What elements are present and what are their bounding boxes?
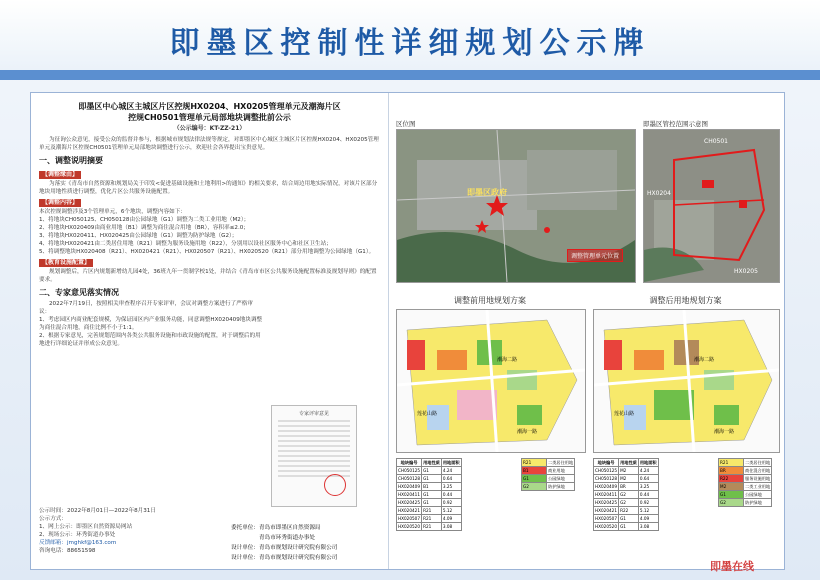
table-row — [397, 467, 462, 475]
table-cell: M2 — [619, 467, 639, 475]
legend-label: 公园绿地 — [744, 491, 772, 499]
table-cell: HX020520 — [398, 523, 421, 529]
public-period: 公示时间：2022年8月01日—2022年8月31日 — [39, 508, 156, 514]
tag-content: 【调整内容】 — [39, 199, 81, 207]
table-cell: 4.24 — [441, 467, 461, 475]
notice-title — [39, 101, 380, 123]
table-cell: CH050125 — [595, 467, 618, 473]
legend-item — [522, 483, 575, 491]
table-row — [397, 515, 462, 523]
range-map-label: 即墨区管控范围示意图 — [643, 120, 708, 128]
seal-icon — [324, 474, 346, 496]
legend-label: 防护绿地 — [744, 499, 772, 507]
tag-background: 【调整缘由】 — [39, 171, 81, 179]
table-header: 地块编号 — [397, 459, 422, 467]
table-cell: HX020425 — [595, 499, 618, 505]
legend-item — [719, 467, 772, 475]
table-cell: G2 — [619, 491, 639, 499]
legend-swatch: BR — [719, 467, 744, 475]
table-cell: 3.25 — [441, 483, 461, 491]
after-legend — [718, 458, 772, 507]
table-row — [594, 475, 659, 483]
road-label: 潮海二路 — [694, 357, 715, 363]
notice-number: （公示编号：KT-ZZ-21） — [173, 125, 246, 132]
road-label: 莲花山路 — [614, 411, 635, 417]
before-legend — [521, 458, 575, 491]
table-header: 用地面积 — [639, 459, 657, 465]
table-row — [397, 499, 462, 507]
legend-item — [719, 475, 772, 483]
table-cell: HX020507 — [398, 515, 421, 521]
table-cell: 4.09 — [441, 515, 461, 523]
sign-unit2: 青岛市环秀街道办事处 — [259, 535, 315, 541]
contact-email: 反馈邮箱：jmghkf@163.com — [39, 540, 117, 546]
table-row — [594, 507, 659, 515]
legend-item — [719, 483, 772, 491]
expert-intro: 2022年7月19日，按照相关审查程序召开专家评审，会议对调整方案进行了严格审议： — [39, 301, 253, 315]
sign-design: 设计单位：青岛市规划设计研究院有限公司 — [231, 545, 338, 551]
legend-item — [719, 459, 772, 467]
table-cell: G1 — [422, 475, 442, 483]
legend-swatch: R22 — [719, 475, 744, 483]
after-plan-map — [593, 309, 780, 453]
table-cell: 0.44 — [441, 491, 461, 499]
table-cell: M2 — [619, 475, 639, 483]
table-row — [594, 491, 659, 499]
table-cell: HX020409 — [595, 483, 618, 489]
legend-swatch: G2 — [719, 499, 744, 507]
legend-item — [719, 499, 772, 507]
table-cell: CH050125 — [398, 467, 421, 473]
table-cell: BR — [619, 483, 639, 491]
table-cell: CH050128 — [398, 475, 421, 481]
table-cell: 5.12 — [441, 507, 461, 515]
table-row — [594, 523, 659, 531]
legend-swatch: R21 — [719, 459, 744, 467]
table-cell: HX020411 — [398, 491, 421, 497]
section-title-expert: 二、专家意见落实情况 — [39, 288, 119, 297]
banner-band — [0, 70, 820, 80]
legend-label: 服务设施用地 — [745, 475, 771, 481]
table-cell: 4.24 — [638, 467, 658, 475]
table-cell: G1 — [619, 515, 639, 523]
table-cell: HX020425 — [398, 499, 421, 505]
table-row — [397, 507, 462, 515]
legend-label: 公园绿地 — [547, 475, 575, 483]
legend-label: 二类居住用地 — [548, 459, 574, 465]
before-plan-map — [396, 309, 586, 453]
table-header: 地块编号 — [594, 459, 619, 467]
range-unit-hx0205: HX0205 — [734, 268, 758, 275]
legend-label: 二类居住用地 — [745, 459, 771, 465]
location-map — [396, 129, 636, 283]
table-cell: HX020421 — [595, 507, 618, 513]
content-item: 2、将地块HX020409由商业用地（B1）调整为商住混合用地（BR），容积率≤2.0； — [39, 225, 249, 231]
table-cell: HX020507 — [595, 515, 618, 521]
table-cell: CH050128 — [595, 475, 618, 481]
table-row — [594, 483, 659, 491]
notice-intro: 为征询公众意见，接受公众的监督并参与，根据城市规划法律法规等规定，对即墨区中心城区主城区片区控规HX0204、HX0205管理单元及潮海片区控规CH0501管理单元局部地块调整进行公示，欢迎社会各界提出宝贵意见。 — [39, 137, 379, 151]
after-plot-table — [593, 458, 659, 531]
public-text: 规划调整后，片区内规划新增幼儿园4处，36班九年一贯制学校1处，并结合《青岛市市区公共服务设施配置标准及规划导则》的配置要求。 — [39, 269, 377, 283]
legend-swatch: M2 — [719, 483, 744, 491]
watermark: 即墨在线 — [710, 560, 754, 573]
notice-board — [30, 92, 785, 570]
table-cell: 0.44 — [638, 491, 658, 499]
table-header: 用地面积 — [442, 459, 460, 465]
expert-doc-title: 专家评审意见 — [298, 411, 329, 417]
legend-label: 防护绿地 — [547, 483, 575, 491]
expert-item: 1、考虑园区内商业配套规模，为保证园区内产业服务功能，同意调整HX020409地块调整为商住混合用地，商住比例不小于1:1。 — [39, 317, 263, 331]
notice-title-line1: 即墨区中心城区主城区片区控规HX0204、HX0205管理单元及潮海片区 — [78, 102, 341, 111]
legend-swatch: G2 — [522, 483, 547, 491]
sign-unit1: 委托单位：青岛市即墨区自然资源局 — [231, 525, 321, 531]
road-label: 潮海一路 — [517, 429, 538, 435]
table-cell: B1 — [422, 483, 442, 491]
table-row — [397, 491, 462, 499]
expert-item: 2、根据专家意见，完善规划范围内各类公共服务设施和市政设施的配置，对于调整后的用地进行详细论证并形成公众意见。 — [39, 333, 261, 347]
legend-label: 商住混合用地 — [745, 467, 771, 473]
table-header: 用地性质 — [620, 459, 637, 465]
table-cell: HX020409 — [398, 483, 421, 489]
banner — [0, 0, 820, 80]
table-cell: G1 — [422, 499, 442, 507]
content-item: 5、将调整地块HX020408（R21）、HX020421（R21）、HX020507（R21）、HX020520（R21）部分用地调整为公园绿地（G1）。 — [39, 249, 375, 255]
table-cell: HX020411 — [595, 491, 618, 497]
table-cell: 3.08 — [638, 523, 658, 531]
signature-block — [231, 523, 381, 563]
road-label: 潮海二路 — [497, 357, 518, 363]
legend-swatch: G1 — [719, 491, 744, 499]
table-cell: R21 — [422, 515, 442, 523]
content-item: 1、将地块CH050125、CH050128由公园绿地（G1）调整为二类工业用地（M2）； — [39, 217, 250, 223]
content-item: 3、将地块HX020411、HX020425由公园绿地（G1）调整为防护绿地（G2）； — [39, 233, 238, 239]
expert-review-document — [271, 405, 357, 507]
public-method-site: 2、现场公示：环秀街道办事处 — [39, 532, 116, 538]
legend-label: 商业用地 — [547, 467, 575, 475]
tag-public: 【教育设施配置】 — [39, 259, 93, 267]
table-row — [397, 523, 462, 531]
legend-item — [719, 491, 772, 499]
sign-design2: 设计单位：青岛市规划设计研究院有限公司 — [231, 555, 338, 561]
section-title-summary: 一、调整说明摘要 — [39, 156, 103, 165]
table-cell: 3.08 — [441, 523, 461, 531]
background-text: 为落实《青岛市自然资源和规划局关于印发<促进基础设施和土地利用>的通知》的相关要求，结合周边用地实际情况，对该片区部分地块用地性质进行调整，优化片区公共服务设施配置。 — [39, 181, 378, 195]
legend-swatch: R21 — [522, 459, 547, 467]
content-item: 本次控规调整涉及3个管理单元，6个地块，调整内容如下： — [39, 209, 186, 215]
contact-phone: 咨询电话：88651598 — [39, 548, 96, 554]
table-cell: 4.09 — [638, 515, 658, 523]
road-label: 莲花山路 — [417, 411, 438, 417]
table-cell: 0.64 — [441, 475, 461, 483]
range-unit-ch0501: CH0501 — [704, 138, 728, 145]
table-cell: G1 — [422, 467, 442, 475]
table-cell: 3.25 — [638, 483, 658, 491]
table-row — [397, 483, 462, 491]
table-cell: R22 — [619, 507, 639, 515]
table-cell: 5.12 — [638, 507, 658, 515]
table-cell: 0.64 — [638, 475, 658, 483]
legend-label: 二类工业用地 — [745, 483, 771, 489]
public-method-title: 公示方式： — [39, 516, 67, 522]
table-cell: R21 — [422, 523, 442, 531]
legend-item — [522, 459, 575, 467]
legend-item — [522, 475, 575, 483]
table-row — [594, 499, 659, 507]
range-unit-hx0204: HX0204 — [647, 190, 671, 197]
table-row — [594, 467, 659, 475]
location-map-label: 区位图 — [396, 120, 416, 128]
contact-block — [39, 507, 259, 555]
before-plot-table — [396, 458, 462, 531]
table-row — [594, 515, 659, 523]
public-method-online: 1、网上公示：即墨区自然资源局网站 — [39, 524, 133, 530]
table-cell: G1 — [422, 491, 442, 499]
legend-swatch: B1 — [522, 467, 547, 475]
table-cell: 0.92 — [441, 499, 461, 507]
content-item: 4、将地块HX020421由二类居住用地（R21）调整为服务设施用地（R22），分别用以设社区服务中心和社区卫生站； — [39, 241, 332, 247]
table-cell: G1 — [619, 523, 639, 531]
table-header: 用地性质 — [423, 459, 440, 465]
before-plan-label: 调整前用地规划方案 — [454, 296, 526, 305]
legend-item — [522, 467, 575, 475]
table-cell: HX020421 — [398, 507, 421, 513]
location-note: 调整管理单元位置 — [567, 249, 623, 262]
banner-title: 即墨区控制性详细规划公示牌 — [169, 26, 651, 61]
after-plan-label: 调整后用地规划方案 — [649, 296, 722, 305]
notice-title-line2: 控规CH0501管理单元局部地块调整批前公示 — [128, 113, 291, 122]
table-row — [397, 475, 462, 483]
road-label: 潮海一路 — [714, 429, 735, 435]
range-map — [643, 129, 780, 283]
table-cell: R21 — [422, 507, 442, 515]
table-cell: 0.92 — [638, 499, 658, 507]
location-caption: 即墨区政府 — [467, 188, 507, 197]
table-cell: G2 — [619, 499, 639, 507]
legend-swatch: G1 — [522, 475, 547, 483]
table-cell: HX020520 — [595, 523, 618, 529]
